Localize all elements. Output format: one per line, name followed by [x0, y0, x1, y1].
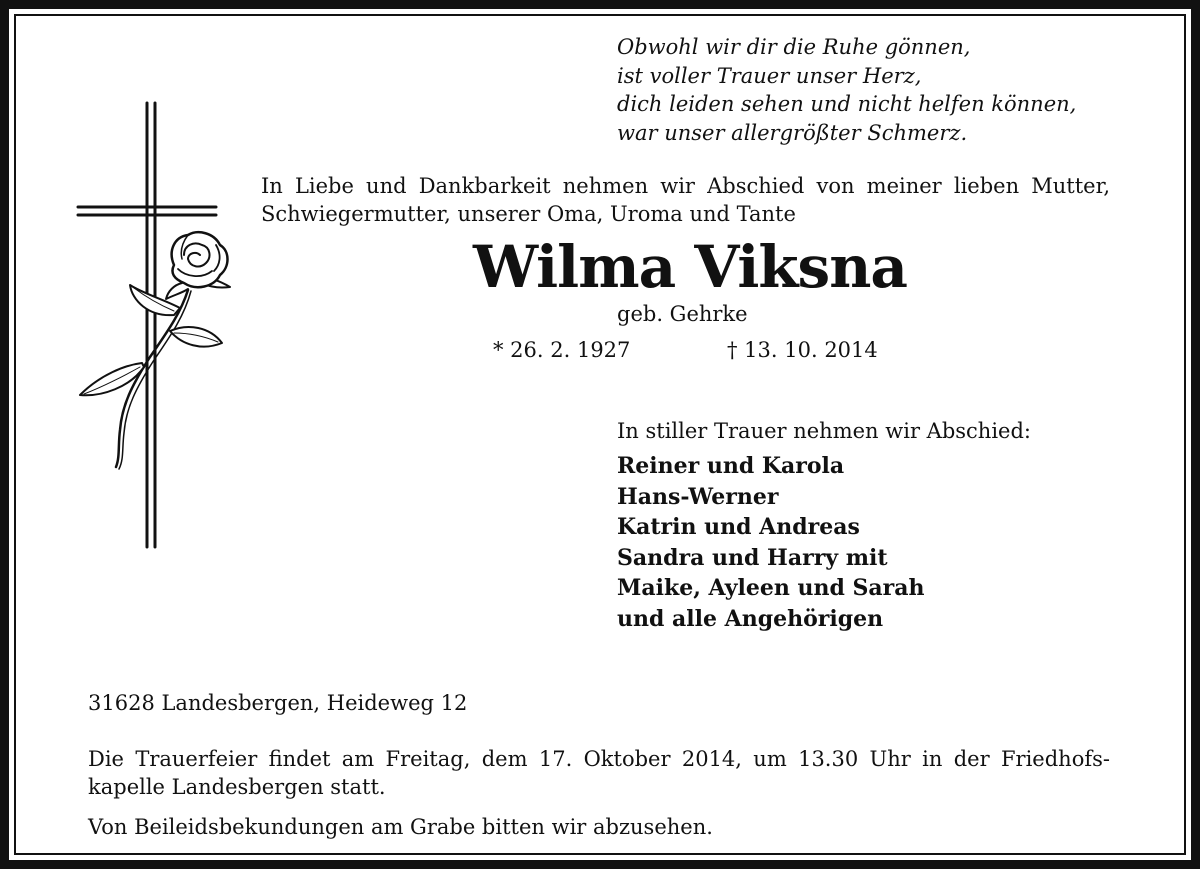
poem [617, 33, 1076, 147]
mourner-item: Maike, Ayleen und Sarah [617, 575, 925, 601]
mourner-item: Reiner und Karola [617, 453, 845, 479]
intro-text: In Liebe und Dankbarkeit nehmen wir Abschied von meiner lieben Mutter, Schwiegermutter, unserer Oma, Uroma und Tante [261, 174, 1110, 226]
deceased-name: Wilma Viksna [473, 233, 907, 301]
mourner-item: Sandra und Harry mit [617, 544, 888, 571]
poem-line: ist voller Trauer unser Herz, [617, 63, 922, 88]
death-date: † 13. 10. 2014 [727, 338, 878, 362]
mourners-intro: In stiller Trauer nehmen wir Abschied: [617, 419, 1031, 443]
mourners-list [617, 451, 925, 634]
condolence-note: Von Beileidsbekundungen am Grabe bitten wir abzusehen. [88, 815, 713, 839]
mourner-item: und alle Angehörigen [617, 605, 884, 632]
poem-line: Obwohl wir dir die Ruhe gönnen, [617, 35, 971, 59]
maiden-name: geb. Gehrke [617, 302, 748, 326]
birth-date: * 26. 2. 1927 [493, 338, 631, 362]
ceremony-info: Die Trauerfeier findet am Freitag, dem 17. Oktober 2014, um 13.30 Uhr in der Friedhofskapelle Landesbergen statt. [88, 747, 1110, 799]
mourner-item: Katrin und Andreas [617, 514, 860, 540]
mourner-item: Hans-Werner [617, 483, 779, 510]
address: 31628 Landesbergen, Heideweg 12 [88, 691, 468, 715]
poem-line: dich leiden sehen und nicht helfen können, [617, 92, 1077, 116]
poem-line: war unser allergrößter Schmerz. [617, 120, 968, 145]
cross-with-rose-icon [70, 95, 240, 555]
